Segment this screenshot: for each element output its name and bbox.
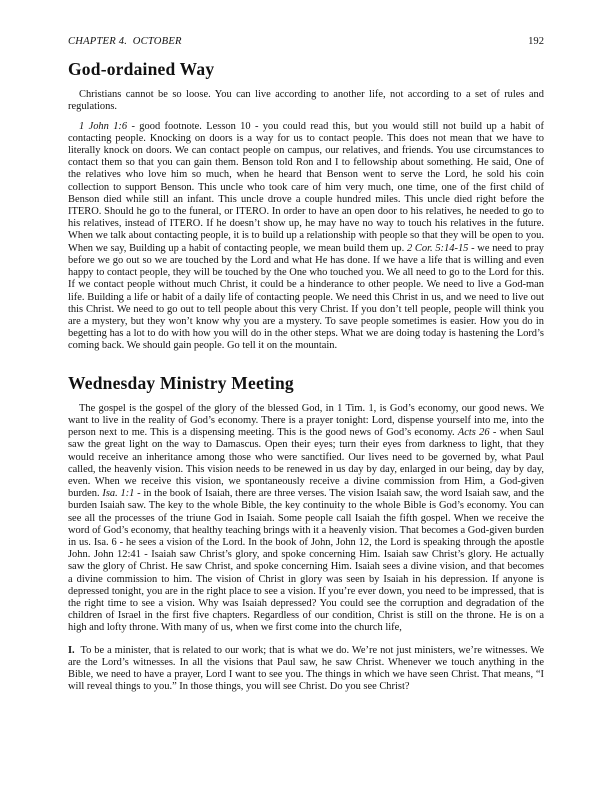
outline-item-I: [68, 645, 544, 694]
text-segment: 2 Cor. 5:14-15: [406, 242, 469, 254]
section-god-ordained-way: [68, 60, 544, 353]
paragraph-contacting-people: [68, 121, 544, 353]
text-segment: - in the book of Isaiah, there are three verses. The vision Isaiah saw, the word Isaiah saw, and the burden Isaiah saw. The key to the whole Bible, the key continuity to the whole Bible is God’s economy. You can see all the processes of the triune God in Isaiah. Some people call Isaiah the fifth gospel. When we receive the word of God’s economy, that healthy teaching brings with it a heavenly vision. That becomes a God-given burden in us. Isa. 6 - he sees a vision of the Lord. In the book of John, John 12, the Lord is speaking through the apostle John. John 12:41 - Isaiah saw Christ’s glory, and spoke concerning Him. Isaiah saw Christ’s glory. He actually saw the glory of Christ. He saw Christ, and spoke concerning Him. Isaiah sees a divine vision, and that becomes a divine commission to him. The vision of Christ in glory was seen by Isaiah in his depression. If anyone is depressed tonight, you are in the right place to see a vision. If you’re ever down, you need to be impressed, that is the right time to see a vision. Why was Isaiah depressed? You could see the corruption and degradation of the children of Israel in the first five chapters. Regardless of our condition, Christ is still on the throne. He is on a high and lofty throne. With many of us, when we first come into the church life,: [68, 488, 544, 634]
section-title-god-ordained-way: God-ordained Way: [68, 59, 215, 79]
text-segment: Isa. 1:1: [102, 488, 135, 500]
text-segment: The gospel is the gospel of the glory of the blessed God, in 1 Tim. 1, is God’s economy, our good news. We want to live in the reality of God’s economy. There is a prayer tonight: Lord, dispense yourself into me, into the person next to me. This is a dispensing meeting. This is the good news of God’s economy.: [68, 402, 544, 439]
paragraph-gospel-of-glory: [68, 403, 544, 635]
section-title-wednesday-ministry-meeting: Wednesday Ministry Meeting: [68, 372, 294, 393]
text-segment: 1 John 1:6: [79, 120, 128, 132]
text-segment: - we need to pray before we go out so we are touched by the Lord and what He has done. If we have a life that is willing and even happy to contact people, they will be touched by the One who touched you. We all need to go to the Lord for this. If we contact people without much Christ, it could be a hinderance to other people. We need to live a God-man life. Building a life or habit of a daily life of contacting people. We need this Christ in us, and we need to live out this Christ. We need to go out to tell people about this very Christ. If you don’t tell people, people will think you are a mystery, but they won’t know why you are a mystery. To save people sometimes is easier. How you do in begetting has a lot to do with how you will do in the other steps. What we are doing today is hastening the Lord’s coming back. We should gain people. Go tell it on the mountain.: [68, 242, 545, 352]
text-segment: I.: [68, 644, 75, 656]
text-segment: - good footnote. Lesson 10 - you could read this, but you would still not build up a habit of contacting people. Knocking on doors is a way for us to contact people. This does not mean that we have to literally knock on doors. We can contact people on campus, our relatives, and friends. You use circumstances to contact them so that you can gain them. Benson told Ron and I to fellowship about something. He said, One of the relatives who love him so much, when he heard that Benson went to serve the Lord, he sold his coin collection to support Benson. This uncle who took care of him very much, one time, one of the first child of Benson died while still an infant. This uncle drove a couple hundred miles. This uncle died right before the ITERO. Should he go to the funeral, or ITERO. In order to have an open door to his relatives, he needed to go to his relatives, instead of ITERO. If he doesn’t show up, he may have no way to touch his relatives in the future. When we talk about contacting people, it is to build up a relationship with people so that they will be open to you. When we say, Building up a habit of contacting people, we mean build them up.: [68, 120, 544, 254]
text-segment: To be a minister, that is related to our work; that is what we do. We’re not just ministers, we’re witnesses. We are the Lord’s witnesses. In all the visions that Paul saw, he saw Christ. Whenever we touch anything in the Bible, we need to have a prayer, Lord I want to see you. The things in which we have seen Christ. That means, “I will reveal things to you.” In those things, you will see Christ. Do you see Christ?: [68, 644, 544, 693]
page-header: [68, 36, 544, 47]
text-segment: - when Saul saw the great light on the way to Damascus. Open their eyes; turn their eyes from darkness to light, that they would receive an inheritance among those who were sanctified. Our lives need to be governed by, what Paul called, the heavenly vision. This vision needs to be renewed in us day by day, enlarged in our being, day by day, even. When we receive this vision, we spontaneously receive a divine commission from Him, a God-given burden.: [68, 427, 544, 500]
section-wednesday-ministry-meeting: [68, 374, 544, 694]
text-segment: Acts 26: [457, 427, 490, 439]
running-header: CHAPTER 4. OCTOBER: [68, 36, 182, 47]
text-segment: Christians cannot be so loose. You can live according to another life, not according to a set of rules and regulations.: [68, 89, 544, 113]
paragraph-intro: [68, 89, 544, 113]
page-number: 192: [528, 36, 544, 47]
